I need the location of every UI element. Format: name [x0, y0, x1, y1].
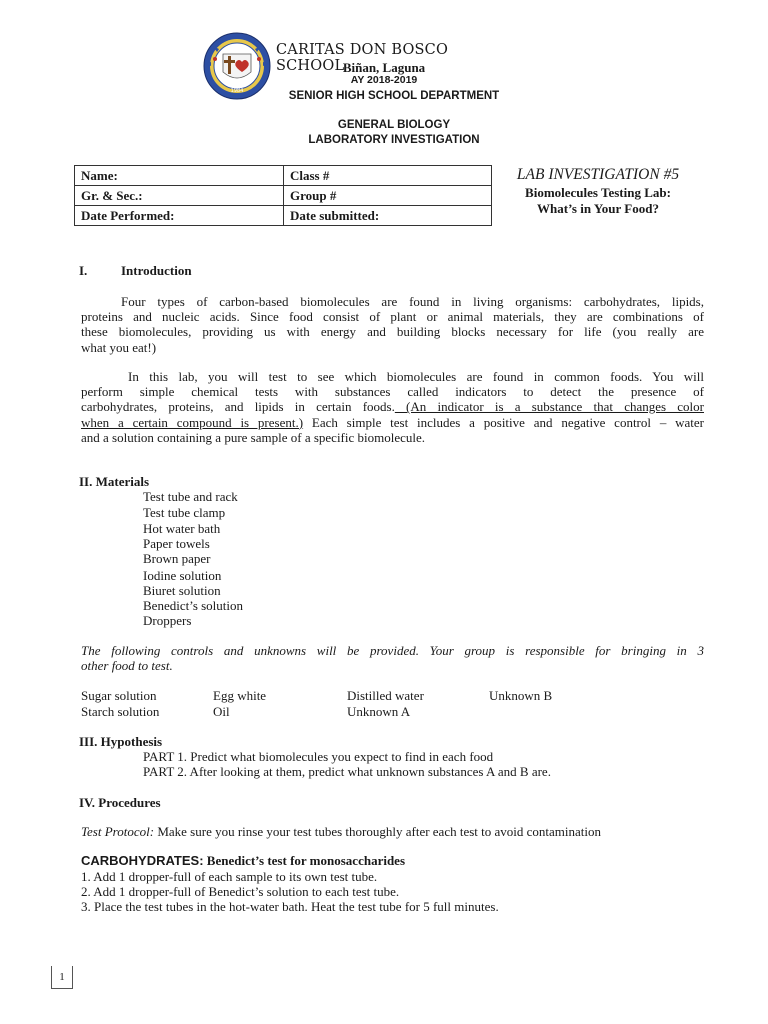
carbohydrates-heading	[81, 853, 405, 869]
procedure-step: 3. Place the test tubes in the hot-water bath. Heat the test tube for 5 full minutes.	[81, 899, 499, 914]
school-name: CARITAS DON BOSCO SCHOOL	[276, 42, 449, 74]
paragraph-line	[81, 399, 704, 414]
paragraph-line: these biomolecules, providing us with energy and building blocks necessary for life (you really are	[81, 324, 704, 340]
hypothesis-part-2: PART 2. After looking at them, predict what unknown substances A and B are.	[143, 764, 551, 779]
list-item: Biuret solution	[143, 583, 221, 598]
paragraph-line: The following controls and unknowns will be provided. Your group is responsible for bringing in 3	[81, 643, 704, 658]
lab-title-line2: What’s in Your Food?	[537, 201, 659, 216]
date-performed-field[interactable]: Date Performed:	[75, 206, 284, 226]
hypothesis-part-1: PART 1. Predict what biomolecules you expect to find in each food	[143, 749, 494, 764]
test-protocol	[81, 824, 601, 840]
sample-item: Egg white	[213, 688, 267, 703]
list-item: Paper towels	[143, 536, 210, 551]
list-item: Test tube and rack	[143, 489, 238, 504]
class-number-field[interactable]: Class #	[284, 166, 492, 186]
sample-item: Oil	[213, 704, 230, 719]
subject-title: GENERAL BIOLOGY	[337, 119, 451, 131]
underlined-definition: (An indicator is a substance that changes color	[394, 399, 704, 415]
section-heading-hypothesis: III. Hypothesis	[79, 734, 163, 749]
department-name: SENIOR HIGH SCHOOL DEPARTMENT	[288, 90, 500, 102]
section-heading-procedures: IV. Procedures	[79, 795, 161, 810]
page-number: 1	[51, 966, 73, 989]
date-submitted-field[interactable]: Date submitted:	[284, 206, 492, 226]
paragraph-line	[81, 415, 704, 430]
sample-item: Distilled water	[347, 688, 424, 703]
paragraph-line: other food to test.	[81, 658, 173, 674]
paragraph-line: and a solution containing a pure sample of a specific biomolecule.	[81, 429, 426, 445]
list-item: Hot water bath	[143, 521, 221, 536]
list-item: Iodine solution	[143, 568, 222, 583]
group-number-field[interactable]: Group #	[284, 186, 492, 206]
sample-item: Unknown A	[347, 704, 411, 719]
section-numeral-intro: I.	[79, 263, 88, 278]
paragraph-line: perform simple chemical tests with substances called indicators to detect the presence of	[81, 384, 704, 400]
intro-paragraph-2	[81, 369, 704, 445]
paragraph-line: In this lab, you will test to see which biomolecules are found in common foods. You will	[128, 369, 704, 384]
protocol-label: Test Protocol:	[81, 824, 155, 839]
table-row	[75, 206, 492, 226]
sample-item: Sugar solution	[81, 688, 157, 703]
school-location: Biñan, Laguna	[342, 60, 426, 75]
intro-paragraph-1	[81, 294, 704, 355]
list-item: Brown paper	[143, 551, 211, 566]
protocol-text: Make sure you rinse your test tubes thoroughly after each test to avoid contamination	[154, 824, 602, 839]
section-heading-intro: Introduction	[121, 263, 192, 278]
paragraph-line: proteins and nucleic acids. Since food consist of plant or animal materials, they are combinations of	[81, 309, 704, 325]
procedure-step: 1. Add 1 dropper-full of each sample to its own test tube.	[81, 869, 378, 884]
lab-number: LAB INVESTIGATION #5	[516, 166, 680, 183]
sample-item: Unknown B	[489, 688, 553, 703]
name-field[interactable]: Name:	[75, 166, 284, 186]
heading-subtitle: Benedict’s test for monosaccharides	[203, 853, 406, 868]
student-info-table	[74, 165, 492, 226]
paragraph-line: what you eat!)	[81, 339, 157, 355]
materials-note	[81, 643, 704, 673]
table-row	[75, 186, 492, 206]
list-item: Benedict’s solution	[143, 598, 244, 613]
table-row	[75, 166, 492, 186]
list-item: Droppers	[143, 613, 192, 628]
document-type: LABORATORY INVESTIGATION	[308, 134, 480, 146]
text-run: carbohydrates, proteins, and lipids in certain foods.	[81, 399, 395, 415]
procedure-step: 2. Add 1 dropper-full of Benedict’s solution to each test tube.	[81, 884, 400, 899]
sample-item: Starch solution	[81, 704, 160, 719]
underlined-definition: when a certain compound is present.)	[81, 414, 304, 430]
heading-keyword: CARBOHYDRATES:	[81, 853, 204, 868]
list-item: Test tube clamp	[143, 505, 226, 520]
paragraph-line: Four types of carbon-based biomolecules are found in living organisms: carbohydrates, lipids,	[121, 294, 704, 309]
logo-year: 1984	[230, 88, 244, 94]
academic-year: AY 2018-2019	[350, 74, 418, 86]
grade-section-field[interactable]: Gr. & Sec.:	[75, 186, 284, 206]
text-run: Each simple test includes a positive and negative control – water	[303, 414, 705, 430]
lab-title-line1: Biomolecules Testing Lab:	[525, 185, 671, 200]
section-heading-materials: II. Materials	[79, 474, 150, 489]
